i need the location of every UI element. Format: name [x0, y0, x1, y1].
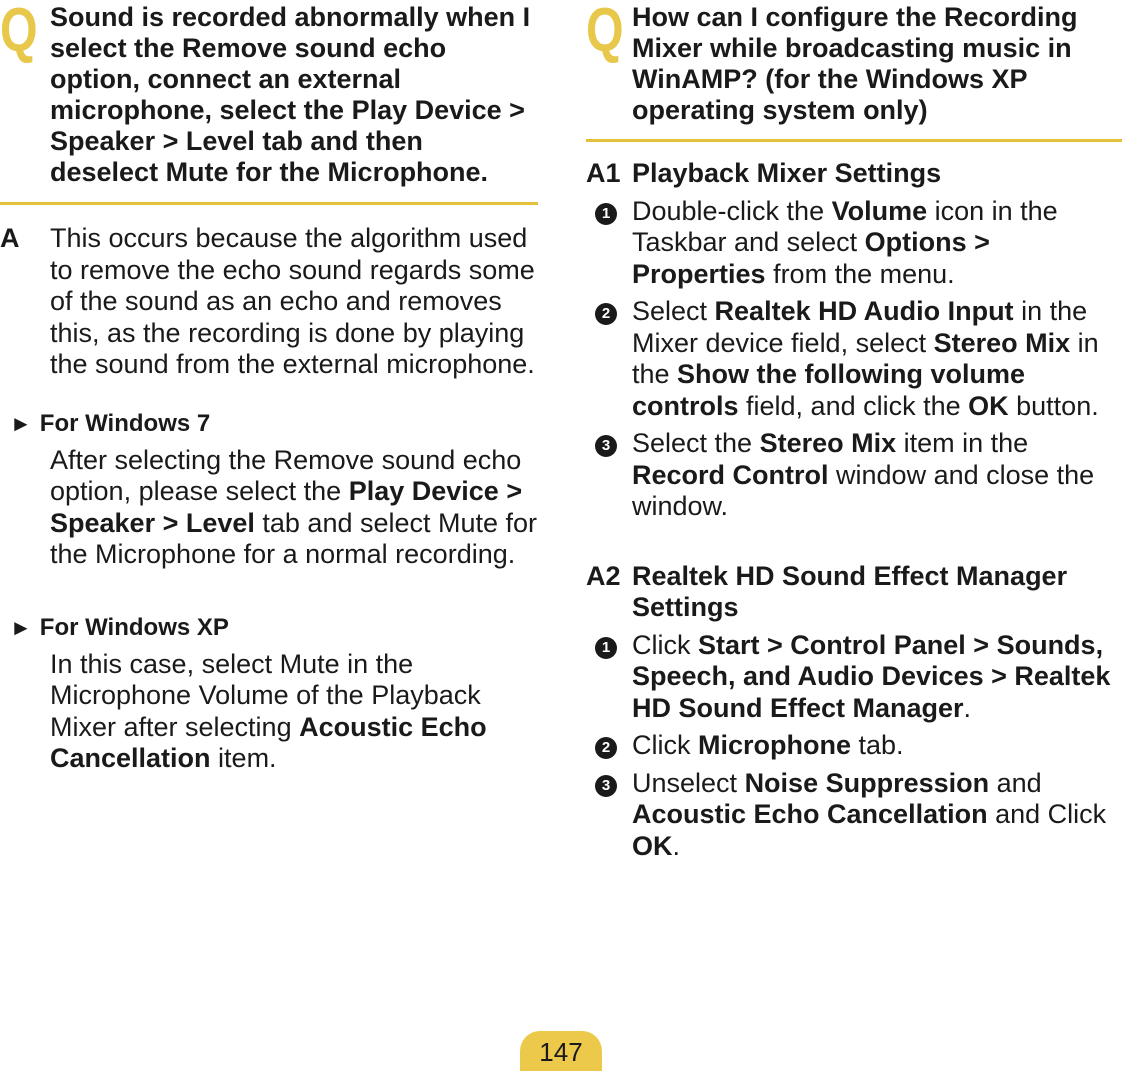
a1-step: 3 Select the Stereo Mix item in the Record Control window and close the window.: [586, 428, 1122, 523]
a1-step: 1 Double-click the Volume icon in the Taskbar and select Options > Properties from the menu.: [586, 196, 1122, 291]
page-number: 147: [520, 1031, 602, 1071]
windowsxp-heading: ► For Windows XP: [10, 613, 229, 641]
step-number-icon: 3: [595, 775, 617, 797]
question-block: [586, 0, 1122, 126]
step-number-icon: 2: [595, 303, 617, 325]
question-title: How can I configure the Recording Mixer while broadcasting music in WinAMP? (for the Windows XP operating system only): [632, 2, 1078, 125]
answer-label: A: [0, 223, 20, 253]
step-number-icon: 2: [595, 737, 617, 759]
right-column: [586, 0, 1122, 862]
a2-step: 1 Click Start > Control Panel > Sounds, Speech, and Audio Devices > Realtek HD Sound Effect Manager.: [586, 630, 1122, 725]
divider: [0, 202, 538, 205]
answer-block: [0, 223, 538, 381]
step-number-icon: 1: [595, 203, 617, 225]
step-number-icon: 1: [595, 637, 617, 659]
answer-text: This occurs because the algorithm used to remove the echo sound regards some of the sound as an echo and removes this, as the recording is done by playing the sound from the external microphone.: [50, 223, 535, 379]
a2-step: 3 Unselect Noise Suppression and Acoustic Echo Cancellation and Click OK.: [586, 768, 1122, 863]
question-mark: Q: [586, 0, 624, 65]
windows7-heading: ► For Windows 7: [10, 409, 211, 437]
a1-heading: A1 Playback Mixer Settings: [586, 158, 942, 188]
step-number-icon: 3: [595, 435, 617, 457]
divider: [586, 139, 1122, 142]
question-block: [0, 0, 538, 188]
a1-step: 2 Select Realtek HD Audio Input in the Mixer device field, select Stereo Mix in the Show the following volume controls field, and click the OK button.: [586, 296, 1122, 422]
triangle-right-icon: ►: [10, 614, 32, 640]
left-column: [0, 0, 538, 775]
windows7-text: After selecting the Remove sound echo option, please select the Play Device > Speaker > Level tab and select Mute for the Microphone for a normal recording.: [50, 444, 538, 569]
windowsxp-text: In this case, select Mute in the Microphone Volume of the Playback Mixer after selecting Acoustic Echo Cancellation item.: [50, 648, 487, 773]
question-mark: Q: [0, 0, 38, 65]
a2-heading: A2 Realtek HD Sound Effect Manager Settings: [586, 560, 1068, 622]
triangle-right-icon: ►: [10, 410, 32, 436]
question-title: Sound is recorded abnormally when I select the Remove sound echo option, connect an external microphone, select the Play Device > Speaker > Level tab and then deselect Mute for the Microphone.: [50, 2, 531, 187]
a2-step: 2 Click Microphone tab.: [586, 730, 1122, 762]
